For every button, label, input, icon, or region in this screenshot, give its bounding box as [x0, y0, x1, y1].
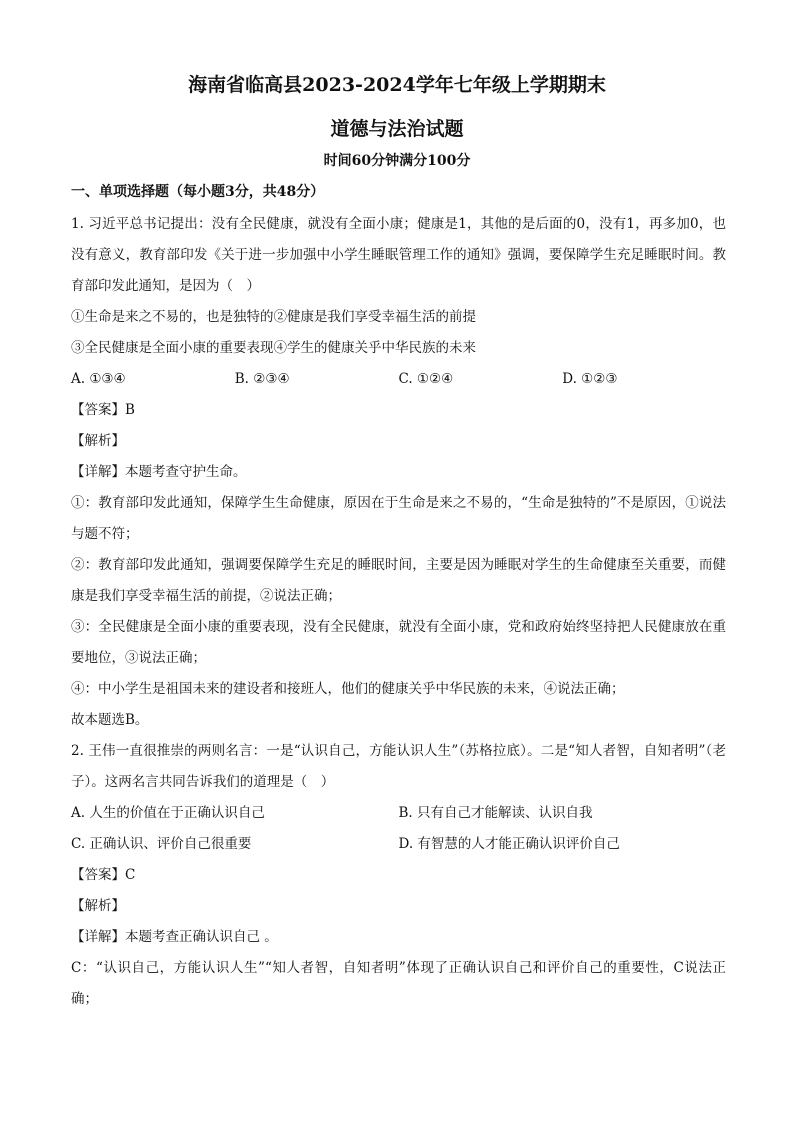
- option-d: D. 有智慧的人才能正确认识评价自己: [398, 836, 620, 852]
- detail-line: 【详解】本题考查守护生命。: [71, 464, 247, 480]
- document-subject-title: 道德与法治试题: [330, 118, 464, 140]
- document-title: 海南省临高县2023-2024学年七年级上学期期末: [188, 74, 606, 96]
- question-2: [71, 736, 726, 1015]
- option-c: C. 正确认识、评价自己很重要: [71, 836, 252, 852]
- option-b: B. ②③④: [234, 371, 290, 387]
- analysis-label: 【解析】: [71, 898, 125, 914]
- answer-line: 【答案】B: [71, 402, 135, 418]
- analysis-label: 【解析】: [71, 433, 125, 449]
- document-body: [71, 209, 726, 1015]
- option-a: A. ①③④: [71, 371, 126, 387]
- option-a: A. 人生的价值在于正确认识自己: [71, 805, 265, 821]
- section-heading: 一、单项选择题（每小题3分，共48分）: [71, 184, 325, 200]
- option-d: D. ①②③: [562, 371, 618, 387]
- statement-line: ③全民健康是全面小康的重要表现④学生的健康关乎中华民族的未来: [71, 340, 476, 356]
- options-row: [71, 829, 726, 860]
- explanation-paragraph: ④：中小学生是祖国未来的建设者和接班人，他们的健康关乎中华民族的未来，④说法正确；: [71, 681, 625, 697]
- statement-line: ①生命是来之不易的，也是独特的②健康是我们享受幸福生活的前提: [71, 309, 476, 325]
- answer-line: 【答案】C: [71, 867, 136, 883]
- question-1: [71, 209, 726, 736]
- conclusion-line: 故本题选B。: [71, 712, 149, 728]
- option-b: B. 只有自己才能解读、认识自我: [398, 805, 593, 821]
- question-stem: 1. 习近平总书记提出：没有全民健康，就没有全面小康；健康是1，其他的是后面的0，没有1，再多加0，也没有意义，教育部印发《关于进一步加强中小学生睡眠管理工作的通知》强调，要保障学生充足睡眠时间。教育部印发此通知，是因为（ ）: [71, 216, 726, 294]
- options-row: [71, 364, 726, 395]
- options-row: [71, 798, 726, 829]
- explanation-paragraph: ②：教育部印发此通知，强调要保障学生充足的睡眠时间，主要是因为睡眠对学生的生命健康至关重要，而健康是我们享受幸福生活的前提，②说法正确；: [71, 557, 726, 604]
- explanation-paragraph: ①：教育部印发此通知，保障学生生命健康，原因在于生命是来之不易的，“生命是独特的”不是原因，①说法与题不符；: [71, 495, 726, 542]
- detail-line: 【详解】本题考查正确认识自己 。: [71, 929, 278, 945]
- question-stem: 2. 王伟一直很推崇的两则名言：一是“认识自己，方能认识人生”（苏格拉底）。二是“知人者智，自知者明”（老子）。这两名言共同告诉我们的道理是（ ）: [71, 743, 726, 790]
- explanation-paragraph: C：“认识自己，方能认识人生”“知人者智，自知者明”体现了正确认识自己和评价自己的重要性，C说法正确；: [71, 960, 726, 1007]
- option-c: C. ①②④: [398, 371, 454, 387]
- explanation-paragraph: ③：全民健康是全面小康的重要表现，没有全民健康，就没有全面小康，党和政府始终坚持把人民健康放在重要地位，③说法正确；: [71, 619, 726, 666]
- exam-duration-score: 时间60分钟满分100分: [323, 153, 471, 169]
